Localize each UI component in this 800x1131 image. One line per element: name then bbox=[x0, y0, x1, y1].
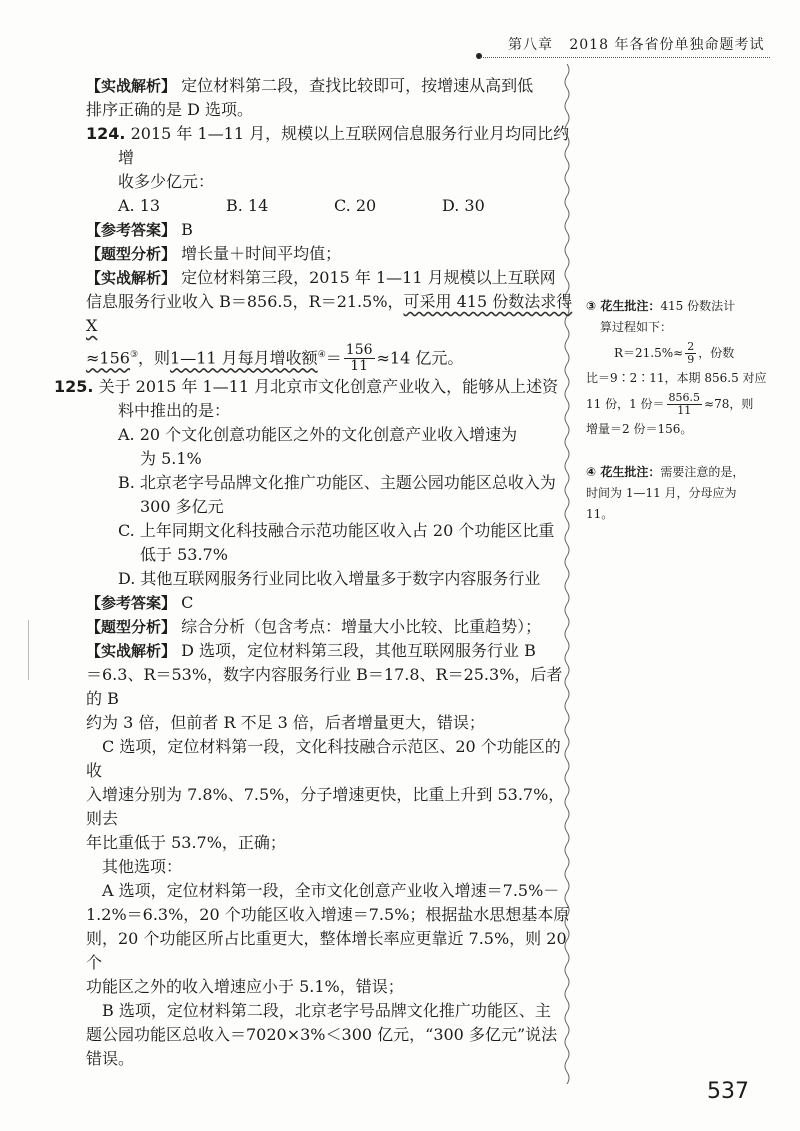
header-dot bbox=[476, 53, 482, 59]
analysis-label: 【实战解析】 bbox=[86, 269, 177, 287]
header-rule bbox=[480, 57, 770, 58]
q125-option-d: D. 其他互联网服务行业同比收入增量多于数字内容服务行业 bbox=[118, 569, 541, 589]
analysis-label: 【实战解析】 bbox=[86, 642, 177, 661]
q124-options bbox=[86, 194, 574, 218]
q124-option-b: B. 14 bbox=[226, 196, 269, 215]
q125-option-b: B. 北京老字号品牌文化推广功能区、主题公园功能区总收入为 300 多亿元 bbox=[118, 473, 556, 517]
analysis-label: 【实战解析】 bbox=[86, 77, 177, 95]
answer-label: 【参考答案】 bbox=[86, 221, 177, 239]
q125-type: 综合分析（包含考点：增量大小比较、比重趋势）； bbox=[181, 617, 542, 637]
q124-answer: B bbox=[181, 220, 193, 239]
type-label: 【题型分析】 bbox=[86, 618, 177, 637]
footnote-ref-3: ③ bbox=[129, 350, 139, 360]
q125-number: 125. bbox=[54, 377, 94, 397]
running-header bbox=[508, 34, 764, 54]
q125-option-c: C. 上年同期文化科技融合示范功能区收入占 20 个功能区比重 低于 53.7% bbox=[118, 521, 555, 565]
fraction: $\frac{156}{11}$ bbox=[345, 342, 373, 375]
sidenote-3-label: ③ 花生批注： bbox=[586, 299, 661, 313]
q124-stem: 124. 2015 年 1—11 月，规模以上互联网信息服务行业月均同比约增 bbox=[86, 124, 570, 167]
main-text: 【实战解析】 定位材料第二段，查找比较即可，按增速从高到低 排序正确的是 D 选项。 124. 2015 年 1—11 月，规模以上互联网信息服务行业月均同比约增 收多少亿元： A. 13 B. 14 C. 20 D. 30 【参考答案】 B 【题型分析】 增长量＋时间平均值； 【实战解析】 定位材料第三段，2015 年 1—11 月规模以上互联网 信息服务行业收入 B＝856.5，R＝21.5%，可采用 415 份数法求得 X ≈156③，则1—11 月每月增收额④＝ $\frac{156}{11}$ ≈14 亿元。 125. 关于 2015 年 1—11 月北京市文化创意产业收入，能够从上述资 料中推出的是： A. 20 个文化创意功能区之外的文化创意产业收入增速为 为 5.1% B. 北京老字号品牌文化推广功能区、主题公园功能区总收入为 300 多亿元 C. 上年同期文化科技融合示范功能区收入占 20 个功能区比重 低于 53.7% D. 其他互联网服务行业同比收入增量多于数字内容服务行业 【参考答案】 C 【题型分析】 综合分析（包含考点：增量大小比较、比重趋势）； 【实战解析】 D 选项，定位材料第三段，其他互联网服务行业 B ＝6.3、R＝53%，数字内容服务行业 B＝17.8、R＝25.3%，后者的 B 约为 3 倍，但前者 R 不足 3 倍，后者增量更大，错误； C 选项，定位材料第一段，文化科技融合示范区、20 个功能区的收 入增速分别为 7.8%、7.5%，分子增速更快，比重上升到 53.7%，则去 年比重低于 53.7%，正确； 其他选项： A 选项，定位材料第一段，全市文化创意产业收入增速＝7.5%－ 1.2%＝6.3%，20 个功能区收入增速＝7.5%；根据盐水思想基本原 则，20 个功能区所占比重更大，整体增长率应更靠近 7.5%，则 20 个 功能区之外的收入增速应小于 5.1%，错误； B 选项，定位材料第二段，北京老字号品牌文化推广功能区、主 题公园功能区总收入＝7020×3%＜300 亿元，“300 多亿元”说法 错误。 bbox=[54, 76, 573, 1069]
q124-option-c: C. 20 bbox=[334, 196, 377, 215]
answer-label: 【参考答案】 bbox=[86, 594, 177, 613]
page-number: 537 bbox=[707, 1079, 749, 1104]
q124-option-a: A. 13 bbox=[118, 196, 161, 215]
wavy-underline-text: 可采用 415 份数法求得 X bbox=[86, 292, 573, 335]
sidenote-4-label: ④ 花生批注： bbox=[586, 465, 661, 479]
fraction: $\frac{856.5}{11}$ bbox=[668, 391, 701, 417]
sidenote-3: ③ 花生批注：415 份数法计 算过程如下： R＝21.5%≈ $\frac{2}{9}$ ，份数 比＝9∶2∶11，本期 856.5 对应 11 份，1 份＝ $\frac{856.5}{11}$ ≈78，则 增量＝2 份＝156。 bbox=[586, 299, 767, 436]
q124-option-d: D. 30 bbox=[442, 196, 485, 215]
q125-stem: 125. 关于 2015 年 1—11 月北京市文化创意产业收入，能够从上述资 bbox=[54, 377, 559, 397]
footnote-ref-4: ④ bbox=[317, 350, 326, 360]
header-title: 2018 年各省份单独命题考试 bbox=[569, 37, 765, 53]
type-label: 【题型分析】 bbox=[86, 245, 177, 263]
q125-option-a: A. 20 个文化创意功能区之外的文化创意产业收入增速为 为 5.1% bbox=[118, 425, 518, 469]
sidenote-4: ④ 花生批注：需要注意的是， 时间为 1—11 月，分母应为 11。 bbox=[586, 465, 745, 521]
header-chapter: 第八章 bbox=[508, 37, 553, 53]
q124-type: 增长量＋时间平均值； bbox=[181, 244, 342, 263]
q125-answer: C bbox=[181, 593, 194, 613]
q124-number: 124. bbox=[86, 124, 126, 143]
scan-edge-mark bbox=[28, 620, 29, 680]
prev-analysis: 【实战解析】 定位材料第二段，查找比较即可，按增速从高到低 bbox=[86, 76, 534, 95]
fraction: $\frac{2}{9}$ bbox=[687, 340, 695, 366]
